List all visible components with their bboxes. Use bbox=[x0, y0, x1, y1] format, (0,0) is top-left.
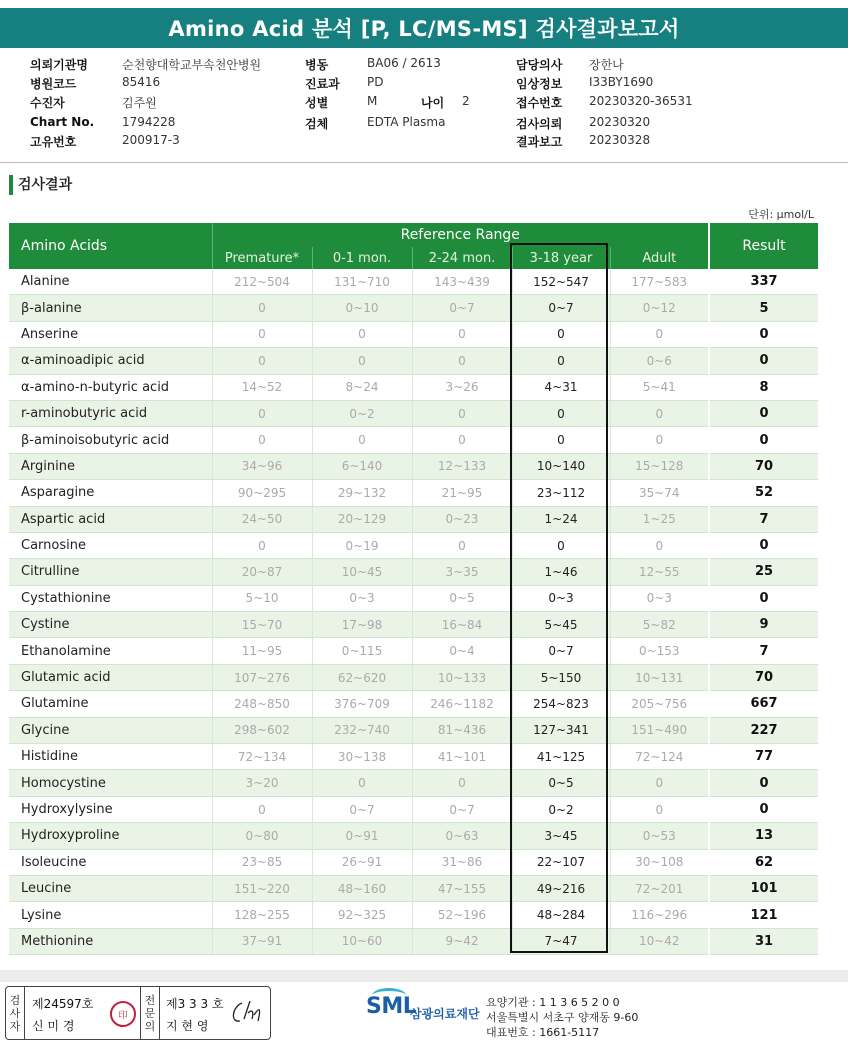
amino-acid-name: r-aminobutyric acid bbox=[9, 400, 212, 426]
reference-range-cell: 0 bbox=[312, 427, 412, 453]
info-value: 김주원 bbox=[122, 96, 157, 110]
reference-range-cell: 48~284 bbox=[512, 902, 610, 928]
amino-acid-name: Carnosine bbox=[9, 532, 212, 558]
table-row bbox=[9, 875, 818, 901]
reference-range-cell: 3~26 bbox=[412, 374, 512, 400]
reference-range-cell: 0 bbox=[610, 321, 709, 347]
reference-range-cell: 1~46 bbox=[512, 559, 610, 585]
reference-range-cell: 212~504 bbox=[212, 269, 312, 295]
amino-acid-name: α-amino-n-butyric acid bbox=[9, 374, 212, 400]
reference-range-cell: 9~42 bbox=[412, 928, 512, 954]
reference-range-cell: 62~620 bbox=[312, 664, 412, 690]
reference-range-cell: 0~5 bbox=[412, 585, 512, 611]
info-value: 200917-3 bbox=[122, 133, 180, 147]
result-cell: 70 bbox=[709, 453, 818, 479]
reference-range-cell: 0 bbox=[212, 321, 312, 347]
footer-strip bbox=[0, 970, 848, 982]
reference-range-cell: 0 bbox=[610, 427, 709, 453]
table-row bbox=[9, 796, 818, 822]
reference-range-cell: 0 bbox=[412, 348, 512, 374]
reference-range-cell: 6~140 bbox=[312, 453, 412, 479]
reference-range-cell: 22~107 bbox=[512, 849, 610, 875]
amino-acid-name: β-alanine bbox=[9, 295, 212, 321]
reference-range-cell: 47~155 bbox=[412, 875, 512, 901]
specialist-name: 지 현 영 bbox=[166, 1019, 209, 1033]
header-reference-range: Reference Range bbox=[212, 223, 709, 247]
info-value: I33BY1690 bbox=[589, 75, 654, 89]
reference-range-cell: 0 bbox=[412, 770, 512, 796]
reference-range-cell: 31~86 bbox=[412, 849, 512, 875]
table-row bbox=[9, 823, 818, 849]
amino-acid-name: Ethanolamine bbox=[9, 638, 212, 664]
reference-range-cell: 0 bbox=[412, 427, 512, 453]
info-value: 85416 bbox=[122, 75, 161, 89]
reference-range-cell: 8~24 bbox=[312, 374, 412, 400]
result-cell: 0 bbox=[709, 348, 818, 374]
patient-info bbox=[0, 56, 848, 156]
reference-range-cell: 20~129 bbox=[312, 506, 412, 532]
result-cell: 8 bbox=[709, 374, 818, 400]
info-value: EDTA Plasma bbox=[367, 115, 446, 129]
result-cell: 0 bbox=[709, 427, 818, 453]
reference-range-cell: 0~7 bbox=[512, 295, 610, 321]
amino-acid-name: Glutamine bbox=[9, 691, 212, 717]
inspector-label-char: 검 bbox=[9, 993, 21, 1007]
inspector-label-char: 자 bbox=[9, 1019, 21, 1033]
result-cell: 31 bbox=[709, 928, 818, 954]
reference-range-cell: 0~7 bbox=[512, 638, 610, 664]
reference-range-cell: 81~436 bbox=[412, 717, 512, 743]
reference-range-cell: 0 bbox=[610, 400, 709, 426]
reference-range-cell: 232~740 bbox=[312, 717, 412, 743]
sml-logo: SML bbox=[366, 994, 417, 1019]
result-cell: 0 bbox=[709, 400, 818, 426]
result-cell: 0 bbox=[709, 585, 818, 611]
reference-range-cell: 92~325 bbox=[312, 902, 412, 928]
table-body bbox=[9, 269, 818, 955]
reference-range-cell: 0~3 bbox=[312, 585, 412, 611]
reference-range-cell: 72~134 bbox=[212, 744, 312, 770]
reference-range-cell: 205~756 bbox=[610, 691, 709, 717]
amino-acid-name: Isoleucine bbox=[9, 849, 212, 875]
inspector-label bbox=[6, 987, 25, 1039]
amino-acid-name: Arginine bbox=[9, 453, 212, 479]
reference-range-cell: 5~150 bbox=[512, 664, 610, 690]
report-title: Amino Acid 분석 [P, LC/MS-MS] 검사결과보고서 bbox=[0, 8, 848, 48]
header-result: Result bbox=[709, 223, 818, 269]
reference-range-cell: 0~2 bbox=[312, 400, 412, 426]
reference-range-cell: 376~709 bbox=[312, 691, 412, 717]
result-cell: 62 bbox=[709, 849, 818, 875]
reference-range-cell: 20~87 bbox=[212, 559, 312, 585]
amino-acid-table bbox=[9, 223, 818, 955]
header-age-3-18-year: 3-18 year bbox=[512, 247, 610, 269]
result-cell: 25 bbox=[709, 559, 818, 585]
reference-range-cell: 0 bbox=[512, 348, 610, 374]
info-label: 검사의뢰 bbox=[516, 117, 563, 131]
reference-range-cell: 30~108 bbox=[610, 849, 709, 875]
result-cell: 5 bbox=[709, 295, 818, 321]
reference-range-cell: 116~296 bbox=[610, 902, 709, 928]
reference-range-cell: 0~7 bbox=[412, 796, 512, 822]
signature-box bbox=[5, 986, 271, 1040]
info-value: 1794228 bbox=[122, 115, 176, 129]
reference-range-cell: 16~84 bbox=[412, 612, 512, 638]
phone: 대표번호 : 1661-5117 bbox=[486, 1026, 600, 1039]
info-value: PD bbox=[367, 75, 384, 89]
unit-label: 단위: μmol/L bbox=[748, 208, 814, 221]
signature-icon bbox=[228, 997, 264, 1027]
reference-range-cell: 34~96 bbox=[212, 453, 312, 479]
reference-range-cell: 24~50 bbox=[212, 506, 312, 532]
table-row bbox=[9, 295, 818, 321]
table-row bbox=[9, 928, 818, 954]
specialist-label-char: 전 bbox=[144, 993, 156, 1007]
reference-range-cell: 0 bbox=[212, 532, 312, 558]
reference-range-cell: 0~3 bbox=[610, 585, 709, 611]
amino-acid-name: Aspartic acid bbox=[9, 506, 212, 532]
reference-range-cell: 0~10 bbox=[312, 295, 412, 321]
reference-range-cell: 0 bbox=[212, 427, 312, 453]
info-label: 수진자 bbox=[30, 96, 65, 110]
reference-range-cell: 14~52 bbox=[212, 374, 312, 400]
reference-range-cell: 10~140 bbox=[512, 453, 610, 479]
amino-acid-name: Hydroxyproline bbox=[9, 823, 212, 849]
amino-acid-name: β-aminoisobutyric acid bbox=[9, 427, 212, 453]
result-cell: 9 bbox=[709, 612, 818, 638]
reference-range-cell: 1~25 bbox=[610, 506, 709, 532]
table-row bbox=[9, 664, 818, 690]
reference-range-cell: 128~255 bbox=[212, 902, 312, 928]
reference-range-cell: 0 bbox=[610, 796, 709, 822]
reference-range-cell: 5~82 bbox=[610, 612, 709, 638]
reference-range-cell: 17~98 bbox=[312, 612, 412, 638]
reference-range-cell: 10~42 bbox=[610, 928, 709, 954]
reference-range-cell: 21~95 bbox=[412, 480, 512, 506]
info-value: 20230328 bbox=[589, 133, 651, 147]
reference-range-cell: 3~45 bbox=[512, 823, 610, 849]
table-row bbox=[9, 902, 818, 928]
reference-range-cell: 0 bbox=[512, 532, 610, 558]
result-cell: 337 bbox=[709, 269, 818, 295]
reference-range-cell: 0 bbox=[212, 295, 312, 321]
reference-range-cell: 72~124 bbox=[610, 744, 709, 770]
age-label: 나이 bbox=[421, 96, 445, 110]
header-age-2-24-mon: 2-24 mon. bbox=[412, 247, 512, 269]
info-label: 임상정보 bbox=[516, 77, 563, 91]
reference-range-cell: 107~276 bbox=[212, 664, 312, 690]
result-cell: 227 bbox=[709, 717, 818, 743]
header-age-premature: Premature* bbox=[212, 247, 312, 269]
reference-range-cell: 0~23 bbox=[412, 506, 512, 532]
reference-range-cell: 0~5 bbox=[512, 770, 610, 796]
reference-range-cell: 0 bbox=[512, 321, 610, 347]
amino-acid-name: Citrulline bbox=[9, 559, 212, 585]
table-row bbox=[9, 770, 818, 796]
reference-range-cell: 10~60 bbox=[312, 928, 412, 954]
reference-range-cell: 5~10 bbox=[212, 585, 312, 611]
result-cell: 70 bbox=[709, 664, 818, 690]
amino-acid-name: Asparagine bbox=[9, 480, 212, 506]
reference-range-cell: 0~7 bbox=[412, 295, 512, 321]
reference-range-cell: 5~41 bbox=[610, 374, 709, 400]
table-row bbox=[9, 506, 818, 532]
section-title: 검사결과 bbox=[9, 175, 72, 195]
table-row bbox=[9, 269, 818, 295]
reference-range-cell: 10~131 bbox=[610, 664, 709, 690]
reference-range-cell: 131~710 bbox=[312, 269, 412, 295]
reference-range-cell: 0 bbox=[312, 770, 412, 796]
result-cell: 13 bbox=[709, 823, 818, 849]
info-label: 담당의사 bbox=[516, 58, 563, 72]
reference-range-cell: 0 bbox=[610, 770, 709, 796]
reference-range-cell: 0~12 bbox=[610, 295, 709, 321]
reference-range-cell: 41~101 bbox=[412, 744, 512, 770]
reference-range-cell: 3~35 bbox=[412, 559, 512, 585]
reference-range-cell: 298~602 bbox=[212, 717, 312, 743]
reference-range-cell: 246~1182 bbox=[412, 691, 512, 717]
amino-acid-name: Hydroxylysine bbox=[9, 796, 212, 822]
reference-range-cell: 0~3 bbox=[512, 585, 610, 611]
amino-acid-name: Leucine bbox=[9, 875, 212, 901]
amino-acid-name: α-aminoadipic acid bbox=[9, 348, 212, 374]
reference-range-cell: 30~138 bbox=[312, 744, 412, 770]
reference-range-cell: 151~220 bbox=[212, 875, 312, 901]
amino-acid-name: Glutamic acid bbox=[9, 664, 212, 690]
table-row bbox=[9, 585, 818, 611]
reference-range-cell: 35~74 bbox=[610, 480, 709, 506]
result-cell: 0 bbox=[709, 532, 818, 558]
info-value: 20230320 bbox=[589, 115, 651, 129]
inspector-name: 신 미 경 bbox=[32, 1019, 75, 1033]
result-cell: 667 bbox=[709, 691, 818, 717]
header-amino-acids: Amino Acids bbox=[9, 223, 212, 269]
table-row bbox=[9, 691, 818, 717]
age-value: 2 bbox=[462, 94, 470, 108]
info-label: 검체 bbox=[305, 117, 329, 131]
table-row bbox=[9, 849, 818, 875]
result-cell: 0 bbox=[709, 796, 818, 822]
result-cell: 0 bbox=[709, 321, 818, 347]
info-value: BA06 / 2613 bbox=[367, 56, 441, 70]
divider bbox=[0, 162, 848, 163]
reference-range-cell: 0 bbox=[212, 348, 312, 374]
info-value: M bbox=[367, 94, 378, 108]
info-label: 고유번호 bbox=[30, 135, 77, 149]
reference-range-cell: 0 bbox=[610, 532, 709, 558]
inspector-license-no: 제24597호 bbox=[32, 997, 94, 1011]
table-row bbox=[9, 321, 818, 347]
result-cell: 0 bbox=[709, 770, 818, 796]
info-value: 순천향대학교부속천안병원 bbox=[122, 58, 262, 72]
result-cell: 77 bbox=[709, 744, 818, 770]
reference-range-cell: 127~341 bbox=[512, 717, 610, 743]
reference-range-cell: 0~2 bbox=[512, 796, 610, 822]
info-label: 병원코드 bbox=[30, 77, 77, 91]
header-age-adult: Adult bbox=[610, 247, 709, 269]
reference-range-cell: 26~91 bbox=[312, 849, 412, 875]
amino-acid-name: Glycine bbox=[9, 717, 212, 743]
reference-range-cell: 4~31 bbox=[512, 374, 610, 400]
table-row bbox=[9, 612, 818, 638]
reference-range-cell: 11~95 bbox=[212, 638, 312, 664]
amino-acid-name: Histidine bbox=[9, 744, 212, 770]
info-label: Chart No. bbox=[30, 115, 95, 129]
result-cell: 7 bbox=[709, 506, 818, 532]
info-label: 결과보고 bbox=[516, 135, 563, 149]
amino-acid-name: Lysine bbox=[9, 902, 212, 928]
table-row bbox=[9, 348, 818, 374]
header-age-0-1-mon: 0-1 mon. bbox=[312, 247, 412, 269]
reference-range-cell: 1~24 bbox=[512, 506, 610, 532]
reference-range-cell: 0 bbox=[312, 348, 412, 374]
info-label: 접수번호 bbox=[516, 96, 563, 110]
footer bbox=[0, 982, 848, 1050]
reference-range-cell: 15~70 bbox=[212, 612, 312, 638]
reference-range-cell: 0~63 bbox=[412, 823, 512, 849]
info-label: 의뢰기관명 bbox=[30, 58, 88, 72]
table-row bbox=[9, 400, 818, 426]
reference-range-cell: 254~823 bbox=[512, 691, 610, 717]
reference-range-cell: 5~45 bbox=[512, 612, 610, 638]
table-row bbox=[9, 453, 818, 479]
reference-range-cell: 0~91 bbox=[312, 823, 412, 849]
specialist-label bbox=[140, 987, 160, 1039]
reference-range-cell: 10~45 bbox=[312, 559, 412, 585]
table-row bbox=[9, 744, 818, 770]
reference-range-cell: 143~439 bbox=[412, 269, 512, 295]
table-row bbox=[9, 374, 818, 400]
info-label: 진료과 bbox=[305, 77, 340, 91]
result-cell: 121 bbox=[709, 902, 818, 928]
reference-range-cell: 0~80 bbox=[212, 823, 312, 849]
address: 서울특별시 서초구 양재동 9-60 bbox=[486, 1011, 639, 1024]
reference-range-cell: 0 bbox=[412, 400, 512, 426]
reference-range-cell: 0 bbox=[512, 427, 610, 453]
info-label: 성별 bbox=[305, 96, 329, 110]
info-value: 20230320-36531 bbox=[589, 94, 693, 108]
reference-range-cell: 0~53 bbox=[610, 823, 709, 849]
reference-range-cell: 10~133 bbox=[412, 664, 512, 690]
result-cell: 101 bbox=[709, 875, 818, 901]
reference-range-cell: 0 bbox=[412, 321, 512, 347]
reference-range-cell: 41~125 bbox=[512, 744, 610, 770]
reference-range-cell: 0 bbox=[212, 796, 312, 822]
reference-range-cell: 23~112 bbox=[512, 480, 610, 506]
reference-range-cell: 0 bbox=[412, 532, 512, 558]
reference-range-cell: 12~133 bbox=[412, 453, 512, 479]
reference-range-cell: 0~153 bbox=[610, 638, 709, 664]
result-cell: 7 bbox=[709, 638, 818, 664]
reference-range-cell: 0~19 bbox=[312, 532, 412, 558]
reference-range-cell: 52~196 bbox=[412, 902, 512, 928]
reference-range-cell: 0~115 bbox=[312, 638, 412, 664]
amino-acid-name: Alanine bbox=[9, 269, 212, 295]
reference-range-cell: 3~20 bbox=[212, 770, 312, 796]
table-row bbox=[9, 427, 818, 453]
reference-range-cell: 151~490 bbox=[610, 717, 709, 743]
specialist-license-no: 제3 3 3 호 bbox=[166, 997, 224, 1011]
reference-range-cell: 12~55 bbox=[610, 559, 709, 585]
reference-range-cell: 0~4 bbox=[412, 638, 512, 664]
reference-range-cell: 29~132 bbox=[312, 480, 412, 506]
reference-range-cell: 0~6 bbox=[610, 348, 709, 374]
table-row bbox=[9, 559, 818, 585]
company-name: 삼광의료재단 bbox=[410, 1007, 480, 1021]
reference-range-cell: 177~583 bbox=[610, 269, 709, 295]
reference-range-cell: 0 bbox=[512, 400, 610, 426]
reference-range-cell: 248~850 bbox=[212, 691, 312, 717]
info-label: 병동 bbox=[305, 58, 329, 72]
table-row bbox=[9, 717, 818, 743]
reference-range-cell: 48~160 bbox=[312, 875, 412, 901]
reference-range-cell: 72~201 bbox=[610, 875, 709, 901]
reference-range-cell: 152~547 bbox=[512, 269, 610, 295]
table-row bbox=[9, 638, 818, 664]
reference-range-cell: 37~91 bbox=[212, 928, 312, 954]
info-value: 장한나 bbox=[589, 58, 624, 72]
license-number: 요양기관 : 1 1 3 6 5 2 0 0 bbox=[486, 996, 620, 1009]
reference-range-cell: 15~128 bbox=[610, 453, 709, 479]
result-cell: 52 bbox=[709, 480, 818, 506]
specialist-label-char: 문 bbox=[144, 1006, 156, 1020]
reference-range-cell: 90~295 bbox=[212, 480, 312, 506]
seal-stamp-icon: 印 bbox=[110, 1001, 136, 1027]
reference-range-cell: 0 bbox=[312, 321, 412, 347]
amino-acid-name: Cystine bbox=[9, 612, 212, 638]
reference-range-cell: 0~7 bbox=[312, 796, 412, 822]
reference-range-cell: 0 bbox=[212, 400, 312, 426]
amino-acid-name: Cystathionine bbox=[9, 585, 212, 611]
table-row bbox=[9, 480, 818, 506]
inspector-label-char: 사 bbox=[9, 1006, 21, 1020]
specialist-label-char: 의 bbox=[144, 1019, 156, 1033]
amino-acid-name: Anserine bbox=[9, 321, 212, 347]
amino-acid-name: Methionine bbox=[9, 928, 212, 954]
amino-acid-name: Homocystine bbox=[9, 770, 212, 796]
reference-range-cell: 7~47 bbox=[512, 928, 610, 954]
reference-range-cell: 49~216 bbox=[512, 875, 610, 901]
reference-range-cell: 23~85 bbox=[212, 849, 312, 875]
table-row bbox=[9, 532, 818, 558]
